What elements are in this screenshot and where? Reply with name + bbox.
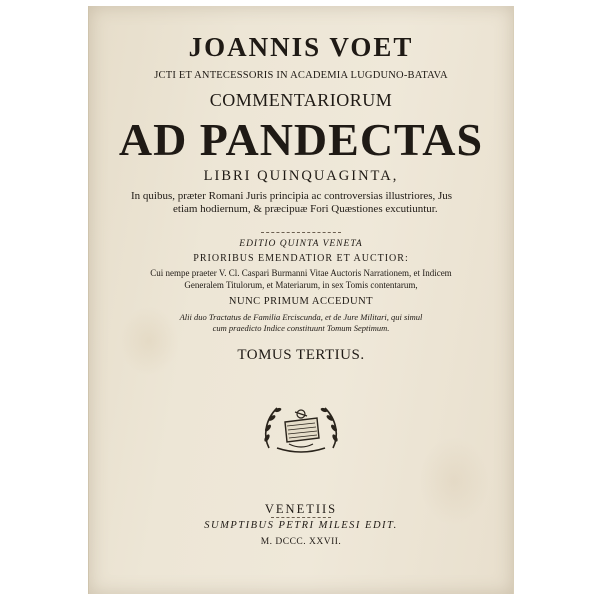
imprint-printer: SUMPTIBUS PETRI MILESI EDIT. [204,520,398,531]
divider-rule [271,517,331,518]
edition-statement: EDITIO QUINTA VENETA [239,239,363,249]
author-affiliation: JCTI ET ANTECESSORIS IN ACADEMIA LUGDUNO-BATAVA [154,70,448,81]
printer-device-icon [259,398,343,456]
books-count: LIBRI QUINQUAGINTA, [203,168,399,184]
work-title: COMMENTARIORUM [209,90,393,110]
main-title: AD PANDECTAS [118,114,484,165]
volume-number: TOMUS TERTIUS. [237,347,365,363]
tractatus-line-1: Alii duo Tractatus de Familia Erciscunda, et de Jure Militari, qui simul [179,312,423,322]
tractatus-line-2: cum praedicto Indice constituunt Tomum Septimum. [212,323,390,333]
divider-rule [261,232,341,233]
accedunt-statement: NUNC PRIMUM ACCEDUNT [228,296,374,307]
description-line-1: In quibus, præter Romani Juris principia ac controversias illustriores, Jus [131,190,453,202]
burmann-line-2: Generalem Titulorum, et Materiarum, in sex Tomis contentarum, [184,280,418,290]
emendation-statement: PRIORIBUS EMENDATIOR ET AUCTIOR: [193,253,409,264]
title-page [88,6,514,594]
burmann-line-1: Cui nempe praeter V. Cl. Caspari Burmanni Vitae Auctoris Narrationem, et Indicem [150,268,452,278]
description-line-2: etiam hodiernum, & præcipuæ Fori Quæstiones excutiuntur. [173,203,438,215]
imprint-year: M. DCCC. XXVII. [260,537,342,547]
imprint-place: VENETIIS [264,502,338,516]
author-name: JOANNIS VOET [188,32,414,62]
